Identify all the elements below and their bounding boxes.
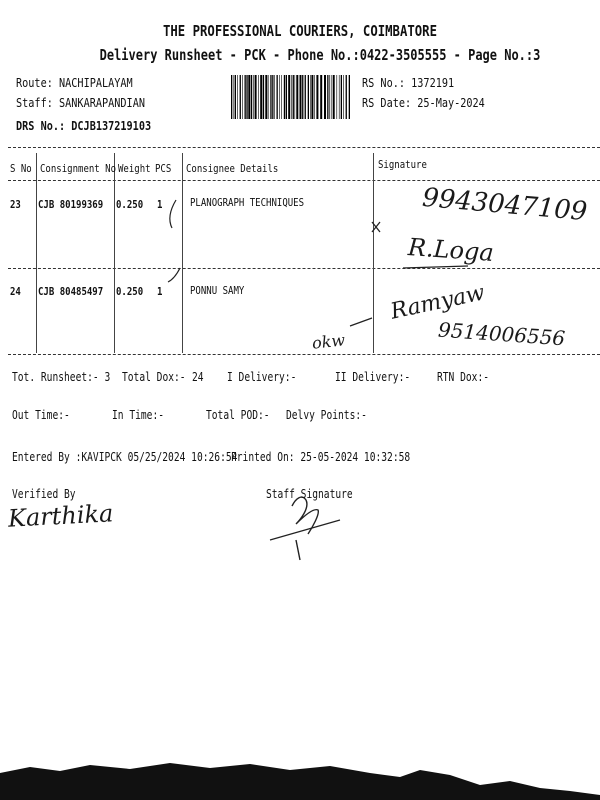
row-sno: 24: [10, 285, 21, 298]
staff-line: [16, 96, 145, 110]
table-bottom-rule: [8, 354, 600, 355]
printed-on: Printed On: 25-05-2024 10:32:58: [231, 450, 411, 464]
rs-no-line: [362, 76, 454, 90]
handwritten-signature: Ramyaw: [388, 280, 487, 325]
staff-label: Staff:: [16, 96, 53, 110]
row-consignment-no: CJB 80485497: [38, 285, 104, 298]
row-pcs: 1: [157, 198, 163, 211]
total-dox-label: Total Dox:-: [122, 370, 186, 384]
total-dox-value: 24: [192, 370, 204, 384]
handwritten-phone: 9943047109: [421, 182, 589, 228]
header-consignee: Consignee Details: [186, 162, 279, 175]
company-name: THE PROFESSIONAL COURIERS, COIMBATORE: [162, 22, 437, 40]
entered-by: Entered By :KAVIPCK 05/25/2024 10:26:54: [12, 450, 238, 464]
row-consignee: PONNU SAMY: [190, 284, 245, 297]
rs-date-label: RS Date:: [362, 96, 412, 110]
staff-value: SANKARAPANDIAN: [59, 96, 145, 110]
route-line: [16, 76, 133, 90]
torn-edge: [0, 755, 600, 800]
verified-by-label: Verified By: [12, 487, 76, 501]
header-consignment: Consignment No: [40, 162, 117, 175]
col-divider: [114, 153, 115, 353]
route-label: Route:: [16, 76, 53, 90]
ii-delivery: II Delivery:-: [335, 370, 411, 384]
row-pcs: 1: [157, 285, 163, 298]
row-weight: 0.250: [116, 285, 144, 298]
header-pcs: PCS: [155, 162, 172, 175]
rs-no-label: RS No.:: [362, 76, 405, 90]
verifier-signature: Karthika: [7, 499, 115, 533]
table-top-rule: [8, 147, 600, 148]
rs-date-value: 25-May-2024: [417, 96, 485, 110]
header-rule: [8, 180, 600, 181]
total-pod: Total POD:-: [206, 408, 270, 422]
row-consignee: PLANOGRAPH TECHNIQUES: [190, 196, 305, 209]
drs-value: DCJB137219103: [71, 119, 152, 133]
route-value: NACHIPALAYAM: [59, 76, 133, 90]
delvy-points: Delvy Points:-: [286, 408, 367, 422]
runsheet-title: Delivery Runsheet - PCK - Phone No.:0422-3505555 - Page No.:3: [99, 46, 541, 64]
header-weight: Weight: [118, 162, 151, 175]
col-divider: [373, 153, 374, 353]
rs-no-value: 1372191: [411, 76, 455, 90]
tot-runsheet: Tot. Runsheet:- 3: [12, 370, 111, 384]
out-time: Out Time:-: [12, 408, 70, 422]
staff-signature-label: Staff Signature: [266, 487, 353, 501]
drs-label: DRS No.:: [16, 119, 66, 133]
row-rule: [8, 268, 600, 269]
in-time: In Time:-: [112, 408, 165, 422]
barcode-image: [231, 75, 351, 119]
row-sno: 23: [10, 198, 21, 211]
handwritten-signature: R.Loga: [407, 233, 495, 267]
handwritten-note: okw: [311, 330, 346, 353]
row-consignment-no: CJB 80199369: [38, 198, 104, 211]
header-signature: Signature: [378, 158, 427, 171]
handwritten-phone: 9514006556: [437, 317, 566, 351]
col-divider: [182, 153, 183, 353]
drs-line: [16, 119, 151, 133]
col-divider: [36, 153, 37, 353]
i-delivery: I Delivery:-: [227, 370, 297, 384]
rtn-dox: RTN Dox:-: [437, 370, 490, 384]
row-weight: 0.250: [116, 198, 144, 211]
rs-date-line: [362, 96, 485, 110]
header-sno: S No: [10, 162, 32, 175]
